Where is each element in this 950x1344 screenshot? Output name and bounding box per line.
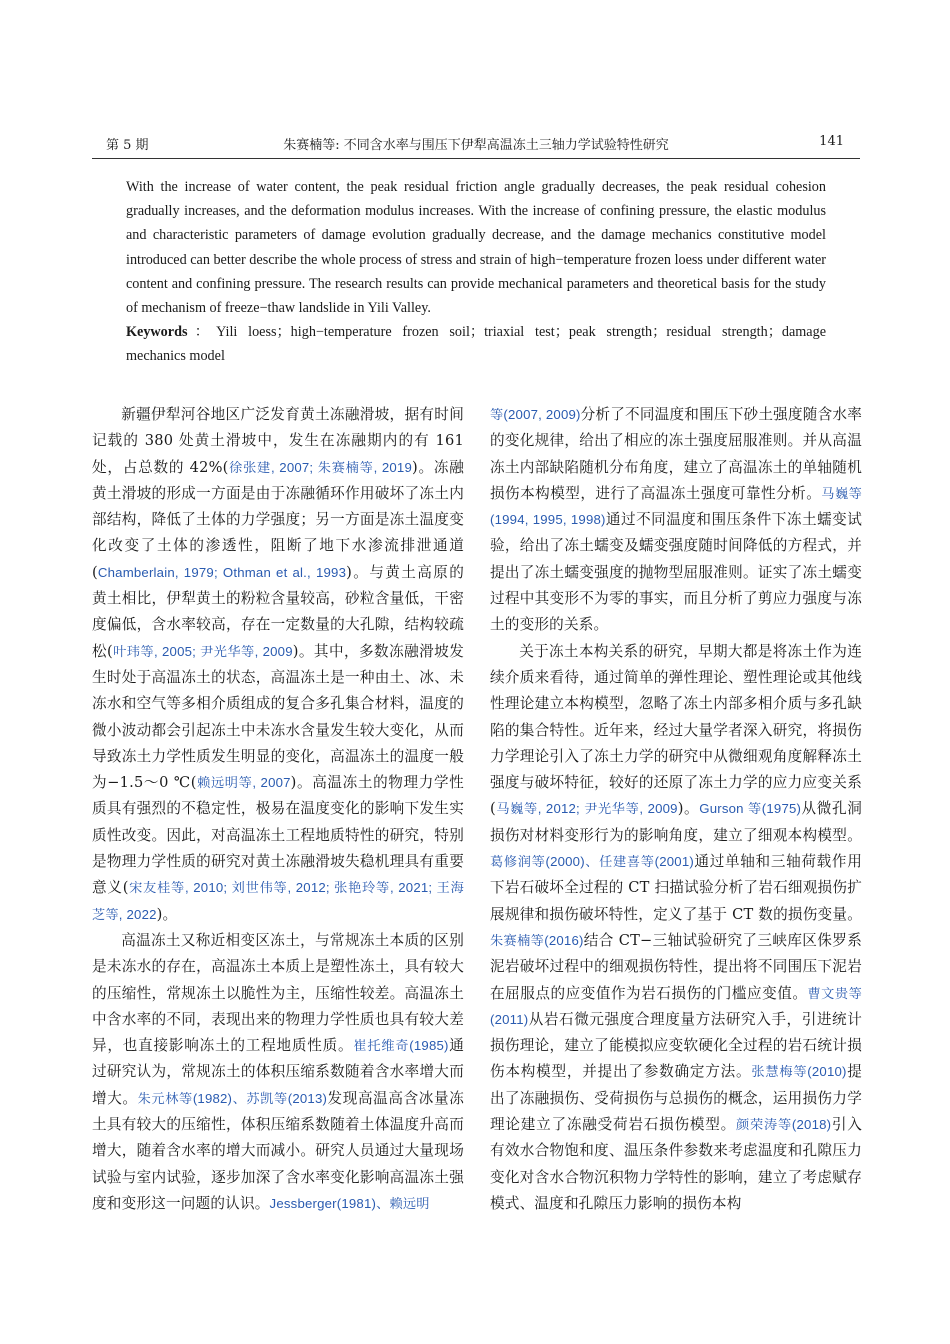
citation-link[interactable]: 朱元林等(1982)、苏凯等(2013)	[137, 1090, 328, 1106]
body-text: 高温冻土又称近相变区冻土，与常规冻土本质的区别是未冻水的存在，高温冻土本质上是塑性冻土，具有较大的压缩性，常规冻土以脆性为主，压缩性较差。高温冻土中含水率的不同，表现出来的物理力学性质也具有较大差异，也直接影响冻土的工程地质性质。	[92, 931, 464, 1055]
body-text: 新疆伊犁河谷地区广泛发育黄土冻融滑坡，据有时间记载的 380 处黄土滑坡中，发生在冻融期内的有 161 处，占总数的 42%(	[92, 406, 464, 476]
citation-link[interactable]: 宋友桂等, 2010; 刘世伟等, 2012; 张艳玲等, 2021; 王海芝等, 2022	[92, 880, 465, 922]
paragraph	[92, 402, 464, 928]
citation-link[interactable]: 等(2007, 2009)	[490, 407, 581, 422]
citation-link[interactable]: 曹文贵等(2011)	[490, 985, 862, 1027]
abstract-text: With the increase of water content, the peak residual friction angle gradually decreases, the peak residual cohesion gradually increases, and the deformation modulus increases. With the increase of confining pressure, the elastic modulus and characteristic parameters of damage evolution gradually decrease, and the damage mechanics constitutive model introduced can better describe the whole process of stress and strain of high−temperature frozen loess under different water content and confining pressure. The research results can provide mechanical parameters and theoretical basis for the study of mechanism of freeze−thaw landslide in Yili Valley.	[126, 179, 826, 317]
keywords-label: Keywords	[126, 324, 188, 341]
body-text: 结合 CT−三轴试验研究了三峡库区侏罗系泥岩破坏过程中的细观损伤特性，提出将不同围压下泥岩在屈服点的应变值作为岩石损伤的门槛应变值。	[490, 931, 862, 1002]
page-number: 141	[819, 134, 844, 149]
citation-link[interactable]: 马巍等, 2012; 尹光华等, 2009	[495, 801, 678, 817]
body-text: 从岩石微元强度合理度量方法研究入手，引进统计损伤理论，建立了能模拟应变软硬化全过程的岩石统计损伤本构模型，并提出了参数确定方法。	[490, 1010, 862, 1081]
citation-link[interactable]: 颜荣涛等(2018)	[736, 1117, 832, 1133]
body-text: )。高温冻土的物理力学性质具有强烈的不稳定性，极易在温度变化的影响下发生实质性改变。因此，对高温冻土工程地质特性的研究，特别是物理力学性质的研究对黄土冻融滑坡失稳机理具有重要意义(	[92, 774, 464, 897]
keywords-line	[126, 320, 826, 368]
citation-link[interactable]: Gurson 等(1975)	[699, 801, 802, 817]
body-text: 通过研究认为，常规冻土的体积压缩系数随着含水率增大而增大。	[92, 1037, 465, 1107]
body-text: 从微孔洞损伤对材料变形行为的影响角度，建立了细观本构模型。	[490, 800, 862, 844]
body-text: 关于冻土本构关系的研究，早期大都是将冻土作为连续介质来看待，通过简单的弹性理论、塑性理论或其他线性理论建立本构模型，忽略了冻土内部多相介质与多孔缺陷的集合特性。近年来，经过大量学者深入研究，将损伤力学理论引入了冻土力学的研究中从微细观角度解释冻土强度与破坏特征，较好的还原了冻土力学的应力应变关系(	[490, 642, 862, 818]
citation-link[interactable]: 马巍等(1994, 1995, 1998)	[490, 485, 862, 528]
body-text: )。	[156, 905, 178, 923]
citation-link[interactable]: 葛修润等(2000)、任建喜等(2001)	[490, 854, 694, 870]
body-text: )。冻融黄土滑坡的形成一方面是由于冻融循环作用破坏了冻土内部结构，降低了土体的力学强度；另一方面是冻土温度变化改变了土体的渗透性，阻断了地下水渗流排泄通道(	[92, 458, 465, 581]
paragraph	[490, 639, 862, 1218]
left-column	[92, 402, 464, 1217]
citation-link[interactable]: Chamberlain, 1979; Othman et al., 1993	[97, 564, 347, 580]
body-text: )。与黄土高原的黄土相比，伊犁黄土的粉粒含量较高，砂粒含量低，干密度偏低，含水率较高，存在一定数量的大孔隙，结构较疏松(	[92, 563, 465, 660]
issue-number: 第 5 期	[106, 138, 149, 153]
citation-link[interactable]: 叶玮等, 2005; 尹光华等, 2009	[112, 643, 293, 659]
body-text: 提出了冻融损伤、受荷损伤与总损伤的概念，运用损伤力学理论建立了冻融受荷岩石损伤模型。	[490, 1063, 863, 1134]
body-text: 通过单轴和三轴荷载作用下岩石破坏全过程的 CT 扫描试验分析了岩石细观损伤扩展规律和损伤破坏特性，定义了基于 CT 数的损伤变量。	[490, 853, 862, 923]
citation-link[interactable]: 张慧梅等(2010)	[751, 1064, 847, 1080]
citation-link[interactable]: Jessberger(1981)、赖远明	[269, 1195, 430, 1211]
running-title: 朱赛楠等: 不同含水率与围压下伊犁高温冻土三轴力学试验特性研究	[283, 138, 669, 153]
citation-link[interactable]: 崔托维奇(1985)	[353, 1038, 449, 1054]
right-column	[490, 402, 862, 1217]
body-text: )。	[677, 800, 700, 818]
keywords-list: ：Yili loess；high−temperature frozen soil；triaxial test；peak strength；residual strength；damage mechanics model	[126, 324, 826, 365]
citation-link[interactable]: 赖远明等, 2007	[196, 775, 291, 791]
running-header	[92, 128, 860, 159]
body-text: 引入有效水合物饱和度、温压条件参数来考虑温度和孔隙压力变化对含水合物沉积物力学特性的影响，建立了考虑赋存模式、温度和孔隙压力影响的损伤本构	[490, 1116, 862, 1212]
body-text: 分析了不同温度和围压下砂土强度随含水率的变化规律，给出了相应的冻土强度屈服准则。并从高温冻土内部缺陷随机分布角度，建立了高温冻土的单轴随机损伤本构模型，进行了高温冻土强度可靠性分析。	[490, 406, 862, 502]
body-text: 通过不同温度和围压条件下冻土蠕变试验，给出了冻土蠕变及蠕变强度随时间降低的方程式，并提出了冻土蠕变强度的抛物型屈服准则。证实了冻土蠕变过程中其变形不为零的事实，而且分析了剪应力强度与冻土的变形的关系。	[490, 511, 862, 634]
paragraph-continued	[490, 402, 862, 639]
citation-link[interactable]: 徐张建, 2007; 朱赛楠等, 2019	[228, 459, 413, 475]
body-text: )。其中，多数冻融滑坡发生时处于高温冻土的状态，高温冻土是一种由土、冰、未冻水和空气等多相介质组成的复合多孔集合材料，温度的微小波动都会引起冻土中未冻水含量发生较大变化，从而导致冻土力学性质发生明显的变化，高温冻土的温度一般为−1.5～0 ℃(	[92, 642, 465, 792]
paragraph	[92, 928, 464, 1217]
body-text: 发现高温高含冰量冻土具有较大的压缩性，体积压缩系数随着土体温度升高而增大，随着含水率的增大而减小。研究人员通过大量现场试验与室内试验，逐步加深了含水率变化影响高温冻土强度和变形这一问题的认识。	[92, 1089, 464, 1212]
english-abstract	[126, 175, 826, 369]
citation-link[interactable]: 朱赛楠等(2016)	[490, 932, 584, 948]
